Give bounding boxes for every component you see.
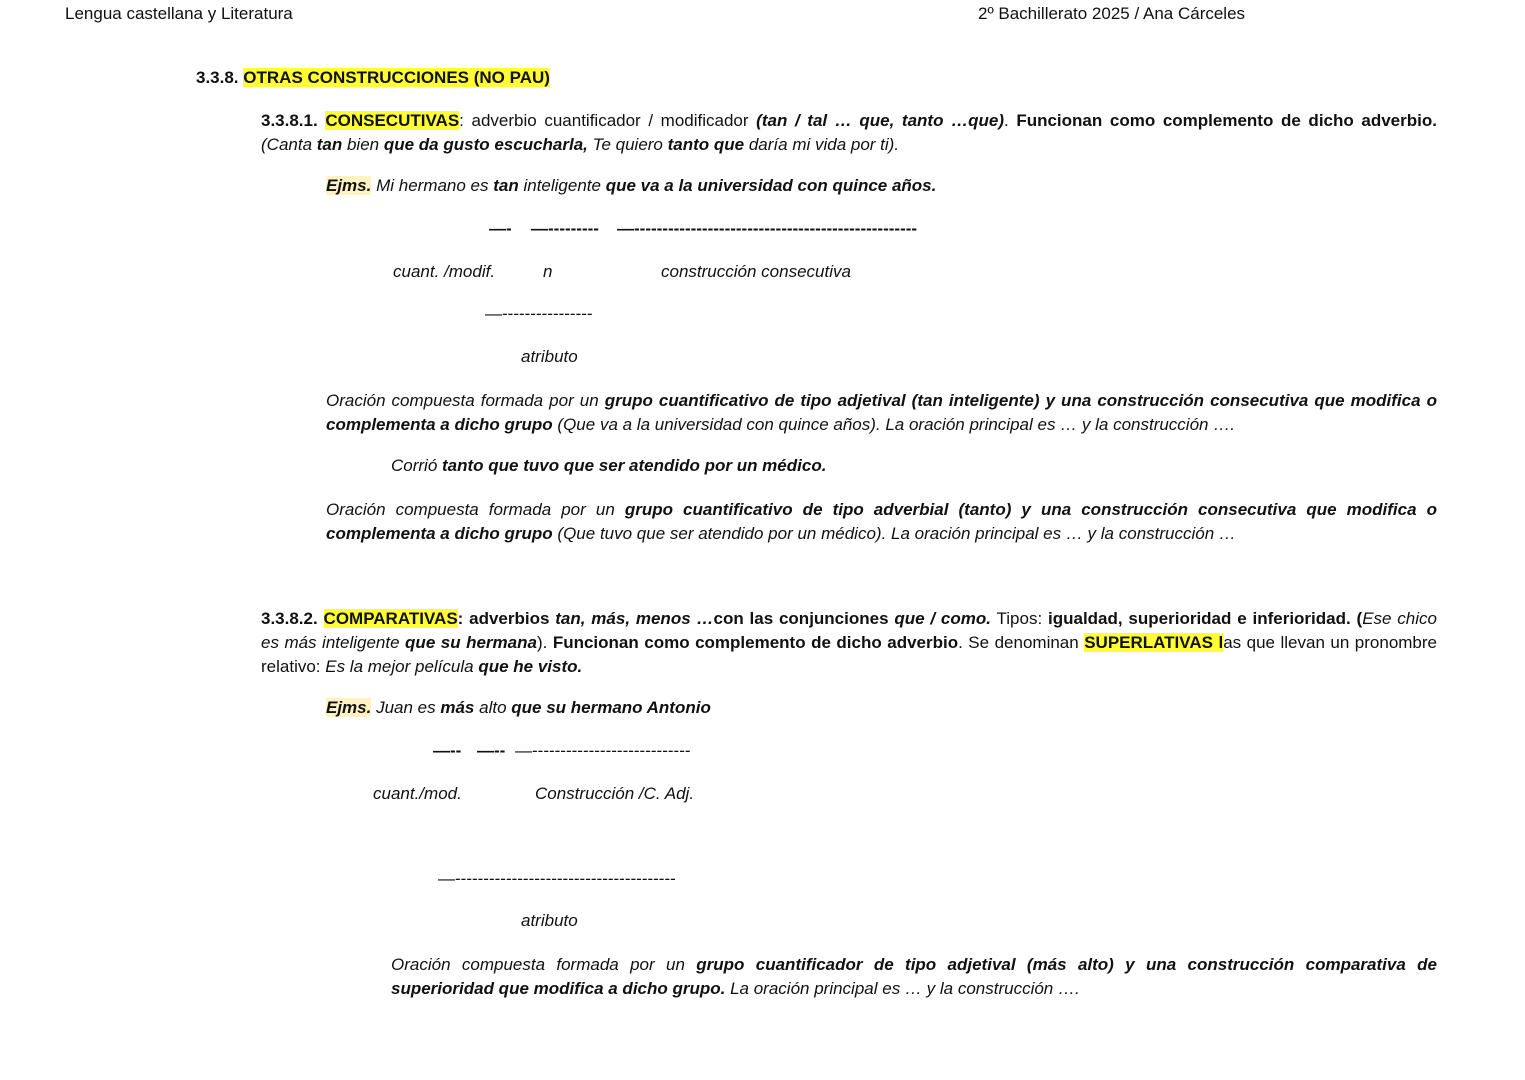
- consecutivas-text: bien: [342, 135, 384, 154]
- comparativas-explanation: [391, 953, 1437, 1001]
- consecutivas-text: Te quiero: [587, 135, 668, 154]
- comparativas-text: SUPERLATIVAS l: [1084, 633, 1224, 652]
- comparativas-number: 3.3.8.2.: [261, 609, 318, 628]
- example-text: inteligente: [518, 176, 606, 195]
- analysis-line: —--------------------------------------------------: [617, 219, 918, 238]
- comparativas-text: ).: [536, 633, 553, 652]
- consecutivas-number: 3.3.8.1.: [261, 111, 318, 130]
- analysis-label: cuant. /modif.: [393, 262, 496, 281]
- analysis-line: —-: [489, 219, 512, 238]
- example-text: tanto que tuvo que ser atendido por un médico.: [442, 456, 827, 475]
- example-text: Corrió: [391, 456, 443, 475]
- header-left: Lengua castellana y Literatura: [65, 4, 293, 23]
- analysis-label: construcción consecutiva: [661, 262, 851, 281]
- comparativas-text: igualdad, superioridad e inferioridad. (: [1048, 609, 1363, 628]
- comparativas-text: Tipos:: [991, 609, 1048, 628]
- consecutivas-explanation-2: [326, 498, 1437, 546]
- comparativas-definition: [261, 607, 1437, 679]
- comparativas-title: COMPARATIVAS: [323, 609, 458, 628]
- analysis-line: —----------------------------: [515, 741, 691, 760]
- example-label: Ejms.: [326, 698, 372, 717]
- comparativas-text: Ese chico es más inteligente: [261, 609, 1437, 652]
- analysis-line: —--: [433, 741, 462, 760]
- example-text: Mi hermano es: [371, 176, 494, 195]
- consecutivas-example: [326, 176, 936, 196]
- header-right: 2º Bachillerato 2025 / Ana Cárceles: [978, 4, 1246, 23]
- consecutivas-explanation: [326, 389, 1437, 437]
- example-text: más: [440, 698, 475, 717]
- example-label: Ejms.: [326, 176, 372, 195]
- consecutivas-text: Funcionan como complemento de dicho adverbio.: [1016, 111, 1437, 130]
- comparativas-text: que he visto.: [478, 657, 583, 676]
- explanation-text: Oración compuesta formada por un: [326, 500, 625, 519]
- section-heading: [196, 68, 550, 88]
- comparativas-text: tan, más, menos …: [555, 609, 714, 628]
- consecutivas-text: tan: [316, 135, 343, 154]
- section-number: 3.3.8.: [196, 68, 239, 87]
- section-title: OTRAS CONSTRUCCIONES (NO PAU): [243, 68, 550, 87]
- consecutivas-text: daría mi vida por ti).: [744, 135, 900, 154]
- explanation-text: grupo cuantificativo de tipo adjetival (tan inteligente) y una construcción consecutiva que modifica o complementa a dicho grupo: [326, 391, 1437, 434]
- explanation-text: Oración compuesta formada por un: [391, 955, 697, 974]
- comparativas-example: [326, 698, 711, 718]
- explanation-text: La oración principal es … y la construcción ….: [725, 979, 1080, 998]
- comparativas-text: que / como.: [894, 609, 991, 628]
- example-text: tan: [493, 176, 519, 195]
- consecutivas-text: .: [1003, 111, 1017, 130]
- explanation-text: grupo cuantificador de tipo adjetival (más alto) y una construcción comparativa de superioridad que modifica a dicho grupo.: [391, 955, 1437, 998]
- comparativas-text: con las conjunciones: [713, 609, 895, 628]
- analysis-label: atributo: [521, 347, 578, 366]
- explanation-text: (Que va a la universidad con quince años). La oración principal es … y la construcción ….: [552, 415, 1235, 434]
- consecutivas-text: (tan / tal … que, tanto …que): [756, 111, 1004, 130]
- explanation-text: Oración compuesta formada por un: [326, 391, 605, 410]
- analysis-label: cuant./mod.: [373, 784, 462, 803]
- consecutivas-definition: [261, 109, 1437, 157]
- example-text: Juan es: [371, 698, 441, 717]
- example-text: que su hermano Antonio: [511, 698, 711, 717]
- example-text: alto: [474, 698, 512, 717]
- consecutivas-example-2: [391, 456, 826, 476]
- comparativas-text: Es la mejor película: [325, 657, 479, 676]
- comparativas-text: Funcionan como complemento de dicho adverbio: [552, 633, 959, 652]
- analysis-label: n: [543, 262, 553, 281]
- consecutivas-text: (Canta: [261, 135, 317, 154]
- consecutivas-text: : adverbio cuantificador / modificador: [459, 111, 757, 130]
- consecutivas-title: CONSECUTIVAS: [325, 111, 460, 130]
- analysis-line: —----------------: [485, 304, 593, 323]
- analysis-line: —--: [477, 741, 506, 760]
- comparativas-text: . Se denominan: [958, 633, 1085, 652]
- explanation-text: grupo cuantificativo de tipo adverbial (tanto) y una construcción consecutiva que modifica o complementa a dicho grupo: [326, 500, 1437, 543]
- example-text: que va a la universidad con quince años.: [605, 176, 937, 195]
- comparativas-text: as que llevan un pronombre relativo:: [261, 633, 1437, 676]
- consecutivas-text: tanto que: [667, 135, 745, 154]
- explanation-text: (Que tuvo que ser atendido por un médico). La oración principal es … y la construcción …: [552, 524, 1236, 543]
- comparativas-text: : adverbios: [457, 609, 556, 628]
- consecutivas-text: que da gusto escucharla,: [383, 135, 588, 154]
- analysis-label: Construcción /C. Adj.: [535, 784, 695, 803]
- analysis-line: —---------------------------------------: [438, 869, 676, 888]
- analysis-line: —---------: [531, 219, 599, 238]
- comparativas-text: que su hermana: [405, 633, 537, 652]
- analysis-label: atributo: [521, 911, 578, 930]
